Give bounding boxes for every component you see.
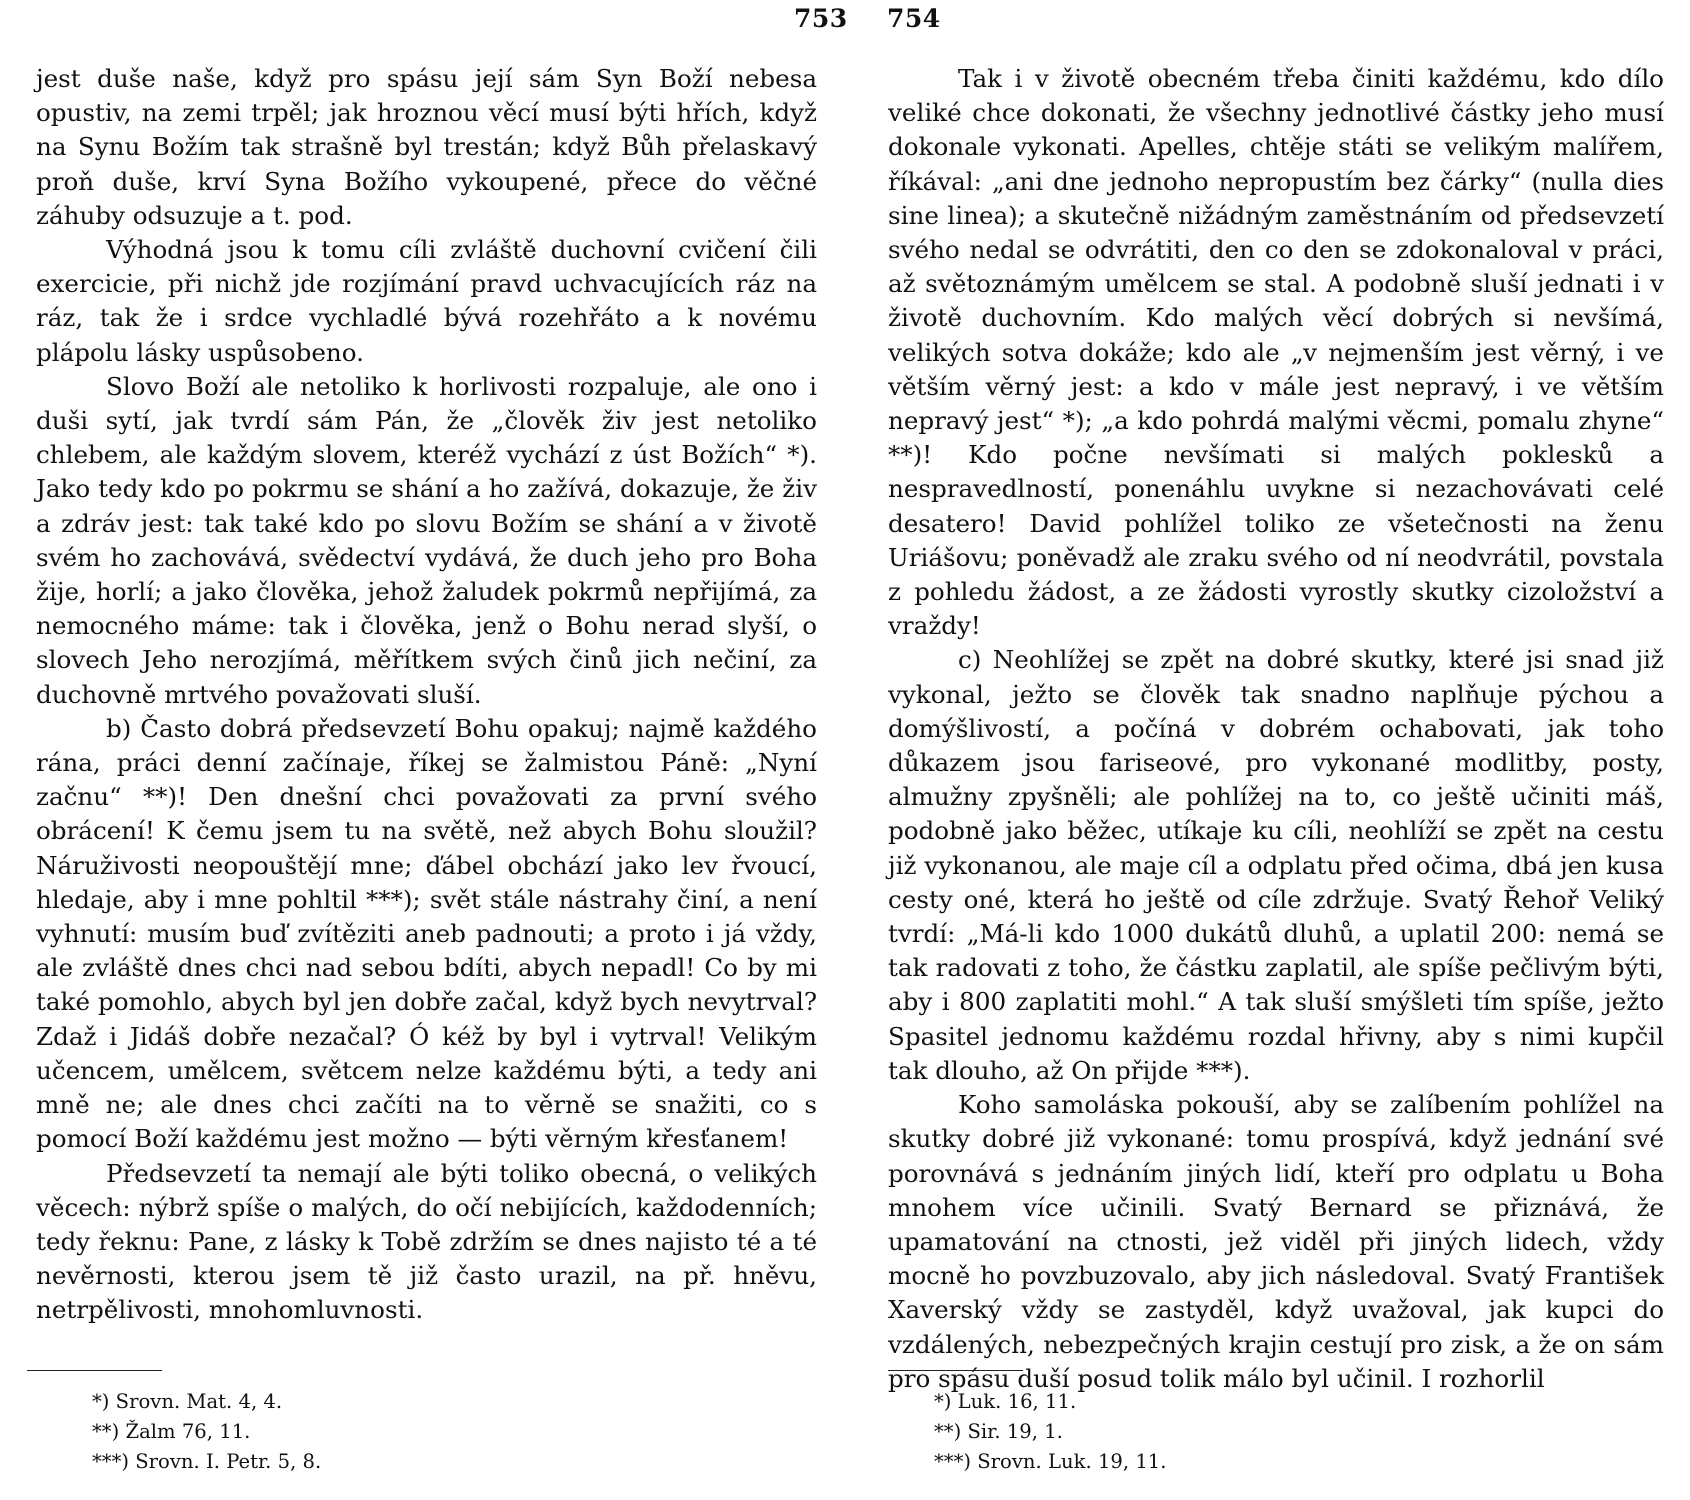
footnote: *) Srovn. Mat. 4, 4. [92,1390,283,1413]
page-number-left: 753 [794,4,848,33]
footnote: *) Luk. 16, 11. [934,1390,1077,1413]
paragraph: b) Často dobrá předsevzetí Bohu opakuj; najmě každého rána, práci denní začínaje, říkej se žalmistou Páně: „Nyní začnu“ **)! Den dnešní chci považovati za první svého obrácení! K čemu jsem tu na světě, než abych Bohu sloužil? Náruživosti neopouštějí mne; ďábel obchází jako lev řvoucí, hledaje, aby i mne pohltil ***); svět stále nástrahy činí, a není vyhnutí: musím buď zvítěziti aneb padnouti; a proto i já vždy, ale zvláště dnes chci nad sebou bdíti, abych nepadl! Co by mi také pomohlo, abych byl jen dobře začal, když bych nevytrval? Zdaž i Jidáš dobře nezačal? Ó kéž by byl i vytrval! Velikým učencem, umělcem, světcem nelze každému býti, a tedy ani mně ne; ale dnes chci začíti na to věrně se snažiti, co s pomocí Boží každému jest možno — býti věrným křesťanem! [36,713,817,1154]
paragraph: Výhodná jsou k tomu cíli zvláště duchovní cvičení čili exercicie, při nichž jde rozjímání pravd uchvacujících ráz na ráz, tak že i srdce vychladlé bývá rozehřáto a k novému plápolu lásky uspůsobeno. [36,235,817,367]
footnote: **) Sir. 19, 1. [934,1420,1063,1443]
paragraph: Slovo Boží ale netoliko k horlivosti rozpaluje, ale ono i duši sytí, jak tvrdí sám Pán, že „člověk živ jest netoliko chlebem, ale každým slovem, kteréž vychází z úst Božích“ *). Jako tedy kdo po pokrmu se shání a ho zažívá, dokazuje, že živ a zdráv jest: tak také kdo po slovu Božím se shání a v životě svém ho zachovává, svědectví vydává, že duch jeho pro Boha žije, horlí; a jako člověka, jehož žaludek pokrmů nepřijímá, za nemocného máme: tak i člověka, jenž o Bohu nerad slyší, o slovech Jeho nerozjímá, měřítkem svých činů jich nečiní, za duchovně mrtvého považovati sluší. [36,371,817,709]
paragraph: Koho samoláska pokouší, aby se zalíbením pohlížel na skutky dobré již vykonané: tomu prospívá, když jednání své porovnává s jednáním jiných lidí, kteří pro odplatu u Boha mnohem více učinili. Svatý Bernard se přiznává, že upamatování na ctnosti, jež viděl při jiných lidech, vždy mocně ho povzbuzovalo, aby jich následoval. Svatý František Xaverský vždy se zastyděl, když uvažoval, jak kupci do vzdálených, nebezpečných krajin cestují pro zisk, a že on sám pro spásu duší posud tolik málo byl učinil. I rozhorlil [888,1090,1664,1393]
paragraph: c) Neohlížej se zpět na dobré skutky, které jsi snad již vykonal, ježto se člověk tak snadno naplňuje pýchou a domýšlivostí, a počíná v dobrém ochabovati, jak toho důkazem jsou fariseové, pro vykonané modlitby, posty, almužny zpyšněli; ale pohlížej na to, co ještě učiniti máš, podobně jako běžec, utíkaje ku cíli, neohlíží se zpět na cestu již vykonanou, ale maje cíl a odplatu před očima, dbá jen kusa cesty oné, která ho ještě od cíle zdržuje. Svatý Řehoř Veliký tvrdí: „Má-li kdo 1000 dukátů dluhů, a uplatil 200: nemá se tak radovati z toho, že částku zaplatil, ale spíše pečlivým býti, aby i 800 zaplatiti mohl.“ A tak sluší smýšleti tím spíše, ježto Spasitel jednomu každému rozdal hřivny, aby s nimi kupčil tak dlouho, až On přijde ***). [888,645,1664,1085]
paragraph: Tak i v životě obecném třeba činiti každému, kdo dílo veliké chce dokonati, že všechny jednotlivé částky jeho musí dokonale vykonati. Apelles, chtěje státi se velikým malířem, říkával: „ani dne jednoho nepropustím bez čárky“ (nulla dies sine linea); a skutečně nižádným zaměstnáním od předsevzetí svého nedal se odvrátiti, den co den se zdokonaloval v práci, až světoznámým umělcem se stal. A podobně sluší jednati i v životě duchovním. Kdo malých věcí dobrých si nevšímá, velikých sotva dokáže; kdo ale „v nejmenším jest věrný, i ve větším věrný jest: a kdo v mále jest nepravý, i ve větším nepravý jest“ *); „a kdo pohrdá malými věcmi, pomalu zhyne“ **)! Kdo počne nevšímati si malých poklesků a nespravedlností, ponenáhlu uvykne si nezachovávati celé desatero! David pohlížel toliko ze všetečnosti na ženu Uriášovu; poněvadž ale zraku svého od ní neodvrátil, povstala z pohledu žádost, a ze žádosti vyrostly skutky cizoložství a vraždy! [888,64,1664,641]
footnote-divider-right [888,1370,1023,1371]
paragraph: Předsevzetí ta nemají ale býti toliko obecná, o velikých věcech: nýbrž spíše o malých, do očí nebijících, každodenních; tedy řeknu: Pane, z lásky k Tobě zdržím se dnes najisto té a té nevěrnosti, kterou jsem tě již často urazil, na př. hněvu, netrpělivosti, mnohomluvnosti. [36,1158,817,1325]
footnote: ***) Srovn. Luk. 19, 11. [934,1450,1167,1473]
footnote-divider-left [27,1370,162,1371]
footnote: **) Žalm 76, 11. [92,1420,251,1443]
left-page-body [36,62,817,1328]
footnote: ***) Srovn. I. Petr. 5, 8. [92,1450,322,1473]
footnotes-right [934,1387,1167,1477]
right-page-body [888,62,1664,1396]
page-number-right: 754 [887,4,941,33]
paragraph: jest duše naše, když pro spásu její sám Syn Boží nebesa opustiv, na zemi trpěl; jak hroznou věcí musí býti hřích, když na Synu Božím tak strašně byl trestán; když Bůh přelaskavý proň duše, krví Syna Božího vykoupené, přece do věčné záhuby odsuzuje a t. pod. [36,64,817,230]
footnotes-left [92,1387,321,1477]
